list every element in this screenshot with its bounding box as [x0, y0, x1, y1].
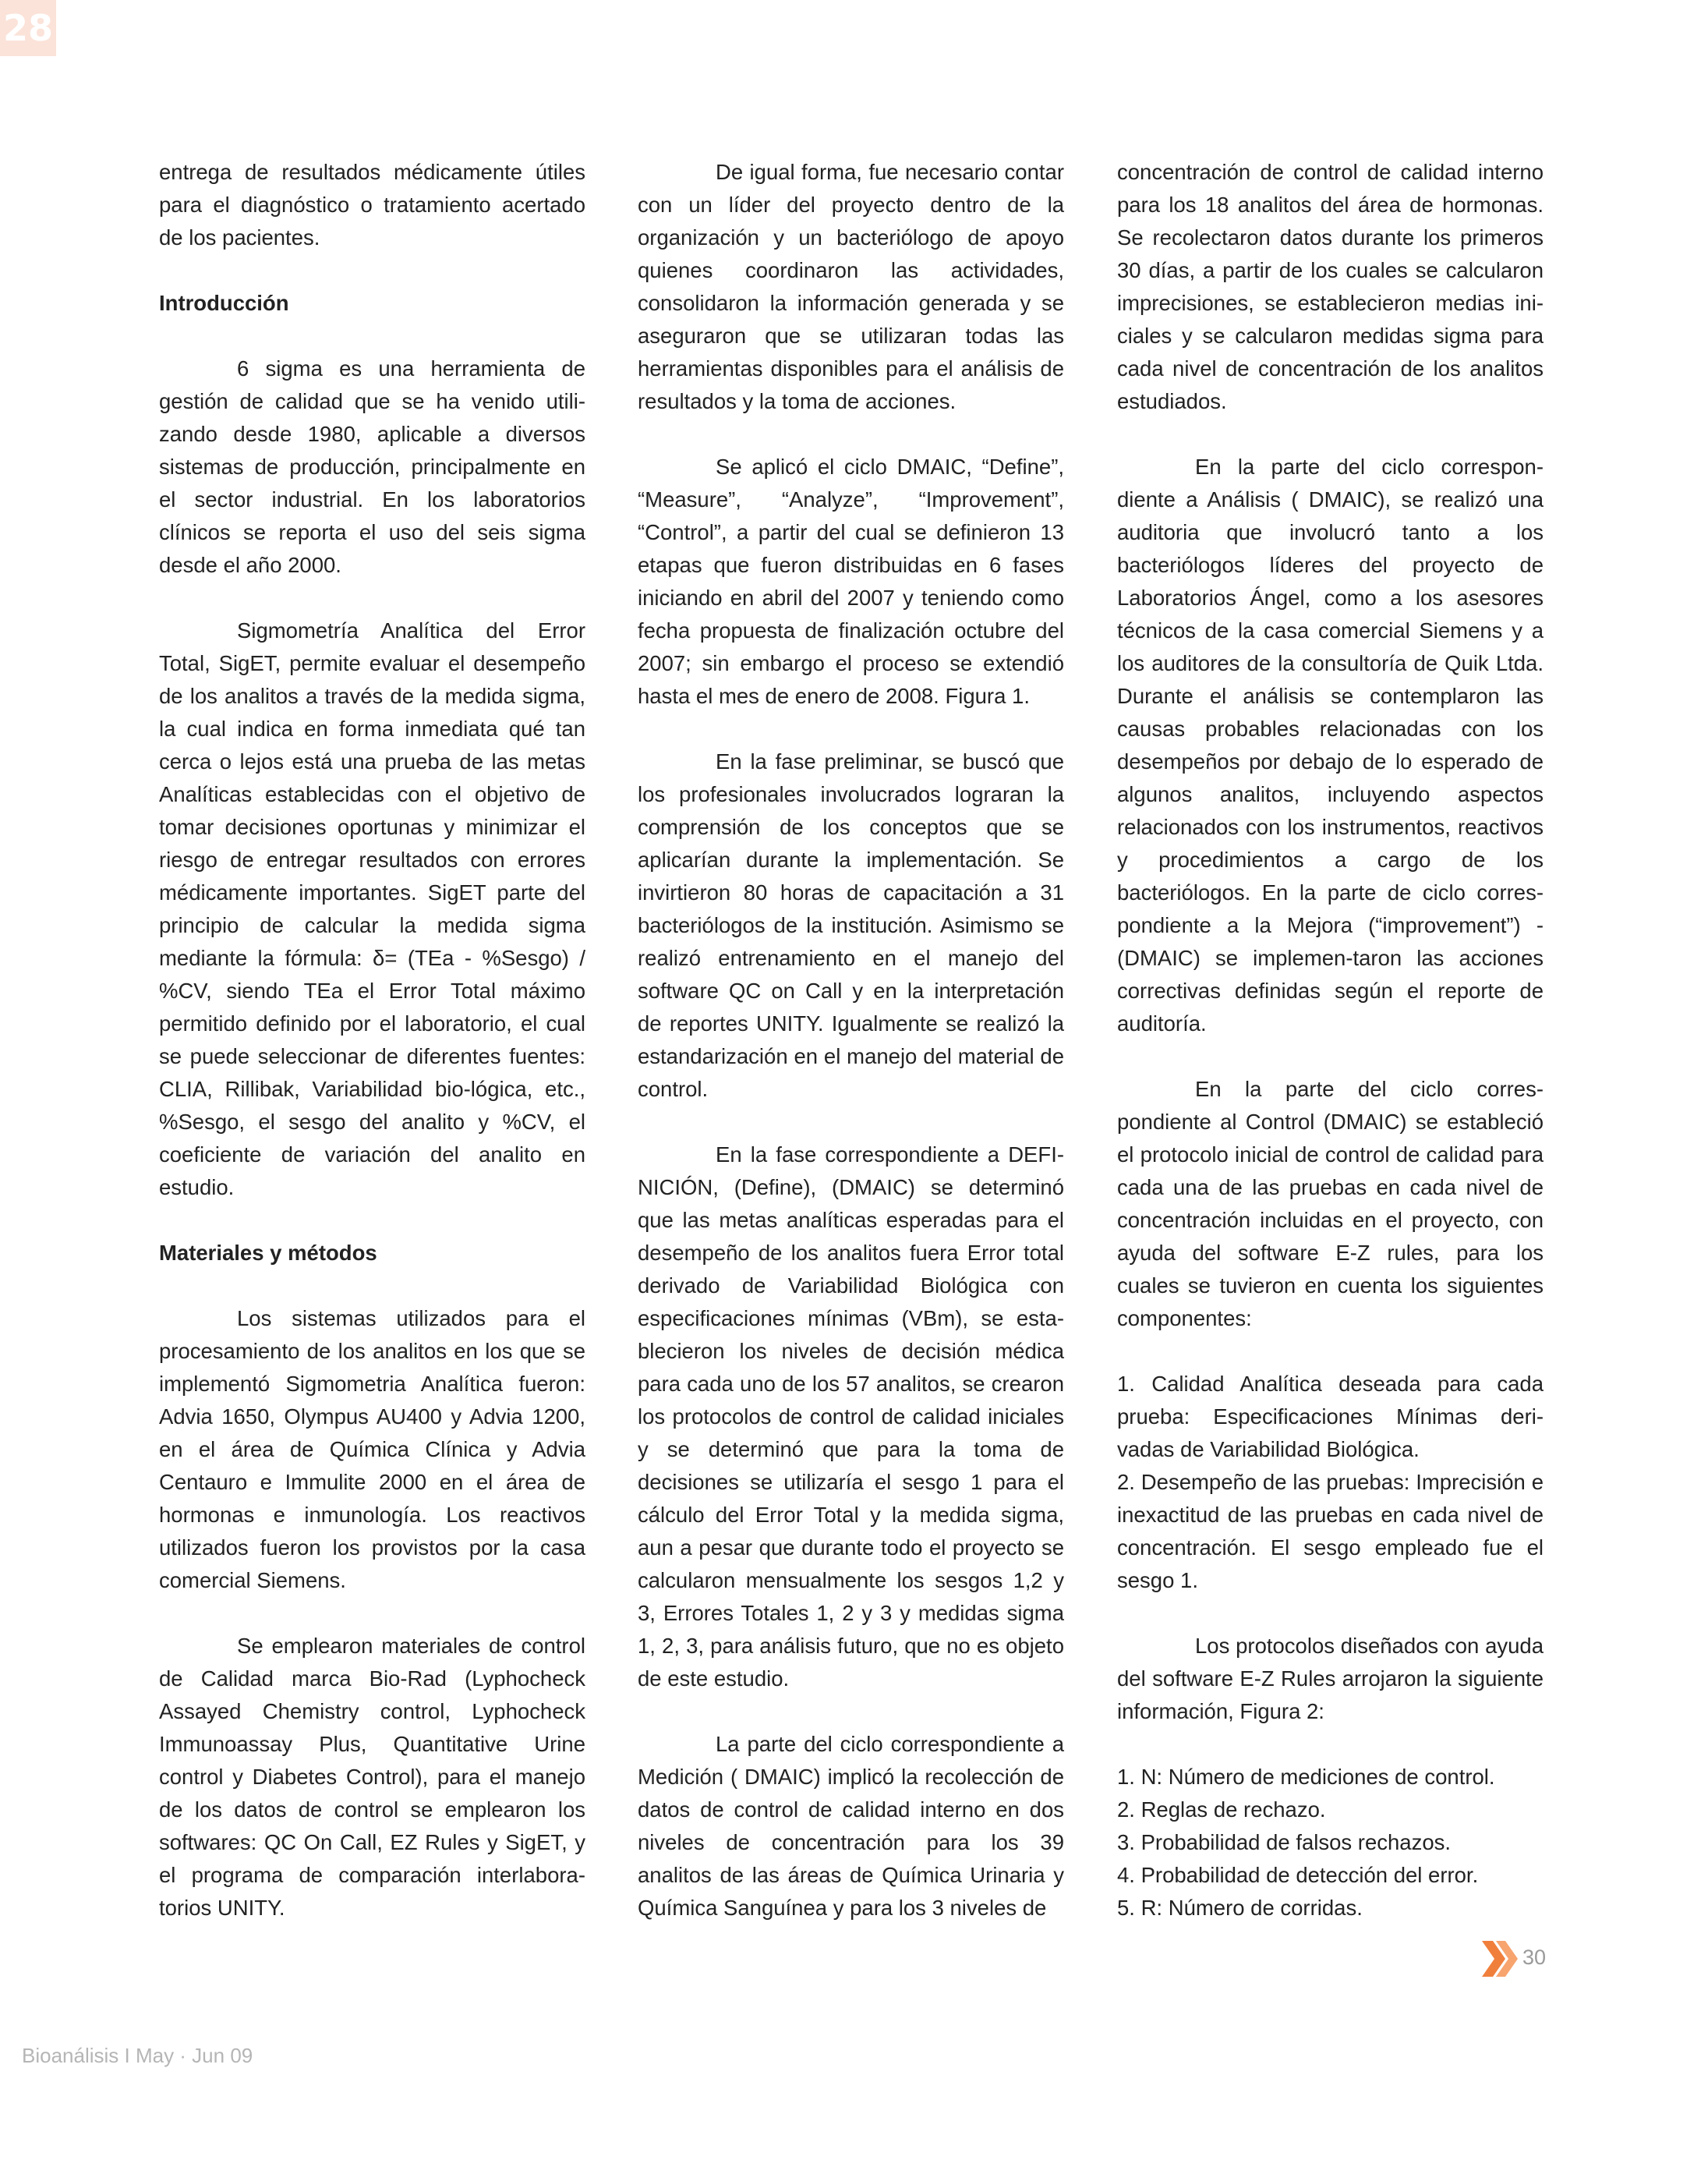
column-3	[1117, 156, 1544, 1957]
paragraph-intro-end: entrega de resultados médicamente útiles para el diagnóstico o tratamiento acertado de los pacientes.	[159, 160, 585, 250]
paragraph-control-materials: Se emplearon materiales de control de Calidad marca Bio-Rad (Lyphocheck Assayed Chemistry control, Lyphocheck Immunoassay Plus, Quantitative Urine control y Diabetes Control), para el manejo de los datos de control se emplearon los softwares: QC On Call, EZ Rules y SigET, y el programa de comparación interlabora-torios UNITY.	[159, 1634, 585, 1920]
list-item: 4. Probabilidad de detección del error.	[1117, 1863, 1479, 1887]
paragraph-define: En la fase correspondiente a DEFI-NICIÓN, (Define), (DMAIC) se determinó que las metas analíticas esperadas para el desempeño de los analitos fuera Error total derivado de Variabilidad Biológica con especificaciones mínimas (VBm), se esta-blecieron los niveles de decisión médica para cada uno de los 57 analitos, se crearon los protocolos de control de calidad iniciales y se determinó que para la toma de decisiones se utilizaría el sesgo 1 para el cálculo del Error Total y la medida sigma, aun a pesar que durante todo el proyecto se calcularon mensualmente los sesgos 1,2 y 3, Errores Totales 1, 2 y 3 y medidas sigma 1, 2, 3, para análisis futuro, que no es objeto de este estudio.	[638, 1142, 1064, 1691]
list-item: 2. Desempeño de las pruebas: Imprecisión e inexactitud de las pruebas en cada nivel de concentración. El sesgo empleado fue el sesgo 1.	[1117, 1470, 1544, 1592]
heading-materiales: Materiales y métodos	[159, 1241, 377, 1265]
paragraph-measure: La parte del ciclo correspondiente a Medición ( DMAIC) implicó la recolección de datos de control de calidad interno en dos niveles de concentración para los 39 analitos de las áreas de Química Urinaria y Química Sanguínea y para los 3 niveles de	[638, 1732, 1064, 1920]
paragraph-analysis: En la parte del ciclo correspon-diente a Análisis ( DMAIC), se realizó una auditoria que involucró tanto a los bacteriólogos líderes del proyecto de Laboratorios Ángel, como a los asesores técnicos de la casa comercial Siemens y a los auditores de la consultoría de Quik Ltda. Durante el análisis se contemplaron las causas probables relacionadas con los desempeños por debajo de lo esperado de algunos analitos, incluyendo aspectos relacionados con los instrumentos, reactivos y procedimientos a cargo de los bacteriólogos. En la parte de ciclo corres-pondiente a la Mejora (“improvement”) - (DMAIC) se implemen-taron las acciones correctivas definidas según el reporte de auditoría.	[1117, 455, 1544, 1036]
paragraph-sigma: 6 sigma es una herramienta de gestión de calidad que se ha venido utili-zando desde 1980, aplicable a diversos sistemas de producción, principalmente en el sector industrial. En los laboratorios clínicos se reporta el uso del seis sigma desde el año 2000.	[159, 356, 585, 577]
list-item: 3. Probabilidad de falsos rechazos.	[1117, 1830, 1452, 1854]
paragraph-control-phase: En la parte del ciclo corres-pondiente al Control (DMAIC) se estableció el protocolo inicial de control de calidad para cada una de las pruebas en cada nivel de concentración incluidas en el proyecto, con ayuda del software E-Z rules, para los cuales se tuvieron en cuenta los siguientes componentes:	[1117, 1077, 1544, 1330]
column-2	[638, 156, 1064, 1957]
paragraph-concentration: concentración de control de calidad interno para los 18 analitos del área de hormonas. Se recolectaron datos durante los primeros 30 días, a partir de los cuales se calcularon imprecisiones, se establecieron medias ini-ciales y se calcularon medidas sigma para cada nivel de concentración de los analitos estudiados.	[1117, 160, 1544, 413]
paragraph-dmaic: Se aplicó el ciclo DMAIC, “Define”, “Measure”, “Analyze”, “Improvement”, “Control”, a partir del cual se definieron 13 etapas que fueron distribuidas en 6 fases iniciando en abril del 2007 y teniendo como fecha propuesta de finalización octubre del 2007; sin embargo el proceso se extendió hasta el mes de enero de 2008. Figura 1.	[638, 455, 1064, 708]
page-number: 30	[1522, 1946, 1547, 1969]
list-item: 1. Calidad Analítica deseada para cada prueba: Especificaciones Mínimas deri-vadas de Variabilidad Biológica.	[1117, 1372, 1544, 1461]
double-chevron-right-icon	[1480, 1939, 1519, 1978]
info-list	[1117, 1761, 1544, 1924]
list-item: 1. N: Número de mediciones de control.	[1117, 1765, 1495, 1789]
paragraph-systems: Los sistemas utilizados para el procesamiento de los analitos en los que se implementó Sigmometria Analítica fueron: Advia 1650, Olympus AU400 y Advia 1200, en el área de Química Clínica y Advia Centauro e Immulite 2000 en el área de hormonas e inmunología. Los reactivos utilizados fueron los provistos por la casa comercial Siemens.	[159, 1306, 585, 1592]
footer-publication: Bioanálisis I May · Jun 09	[22, 2044, 253, 2067]
paragraph-preliminary: En la fase preliminar, se buscó que los profesionales involucrados lograran la comprensión de los conceptos que se aplicarían durante la implementación. Se invirtieron 80 horas de capacitación a 31 bacteriólogos de la institución. Asimismo se realizó entrenamiento en el manejo del software QC on Call y en la interpretación de reportes UNITY. Igualmente se realizó la estandarización en el manejo del material de control.	[638, 749, 1064, 1101]
column-1	[159, 156, 585, 1957]
paragraph-protocols: Los protocolos diseñados con ayuda del software E-Z Rules arrojaron la siguiente información, Figura 2:	[1117, 1634, 1544, 1723]
paragraph-leader: De igual forma, fue necesario contar con un líder del proyecto dentro de la organización y un bacteriólogo de apoyo quienes coordinaron las actividades, consolidaron la información generada y se aseguraron que se utilizaran todas las herramientas disponibles para el análisis de resultados y la toma de acciones.	[638, 160, 1064, 413]
list-item: 5. R: Número de corridas.	[1117, 1896, 1363, 1920]
heading-introduccion: Introducción	[159, 291, 289, 315]
corner-page-badge: 28	[0, 0, 56, 56]
components-list	[1117, 1368, 1544, 1597]
paragraph-siget: Sigmometría Analítica del Error Total, SigET, permite evaluar el desempeño de los analitos a través de la medida sigma, la cual indica en forma inmediata qué tan cerca o lejos está una prueba de las metas Analíticas establecidas con el objetivo de tomar decisiones oportunas y minimizar el riesgo de entregar resultados con errores médicamente importantes. SigET parte del principio de calcular la medida sigma mediante la fórmula: δ= (TEa - %Sesgo) / %CV, siendo TEa el Error Total máximo permitido definido por el laboratorio, el cual se puede seleccionar de diferentes fuentes: CLIA, Rillibak, Variabilidad bio-lógica, etc., %Sesgo, el sesgo del analito y %CV, el coeficiente de variación del analito en estudio.	[159, 618, 585, 1199]
list-item: 2. Reglas de rechazo.	[1117, 1797, 1326, 1822]
